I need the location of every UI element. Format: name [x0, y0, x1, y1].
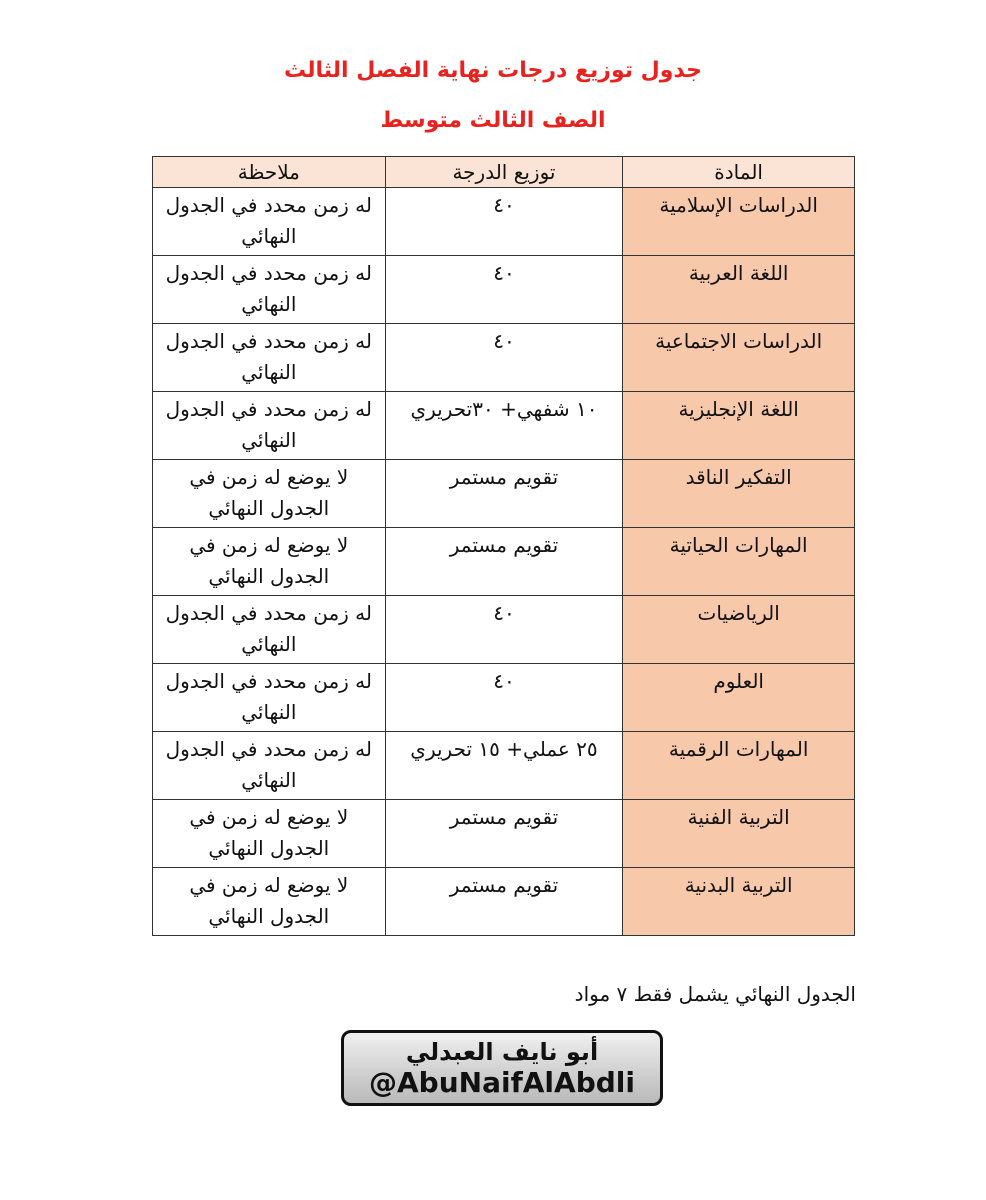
distribution-cell: تقويم مستمر	[385, 868, 623, 936]
note-cell: له زمن محدد في الجدول النهائي	[153, 732, 386, 800]
note-cell: له زمن محدد في الجدول النهائي	[153, 392, 386, 460]
distribution-cell: تقويم مستمر	[385, 800, 623, 868]
note-cell: لا يوضع له زمن في الجدول النهائي	[153, 460, 386, 528]
header-note: ملاحظة	[153, 157, 386, 188]
subject-cell: الدراسات الاجتماعية	[623, 324, 855, 392]
table-row	[153, 256, 855, 324]
header-distribution: توزيع الدرجة	[385, 157, 623, 188]
subject-cell: التربية الفنية	[623, 800, 855, 868]
table-row	[153, 596, 855, 664]
subject-cell: المهارات الرقمية	[623, 732, 855, 800]
header-subject: المادة	[623, 157, 855, 188]
page-title: جدول توزيع درجات نهاية الفصل الثالث	[284, 58, 702, 83]
note-cell: له زمن محدد في الجدول النهائي	[153, 324, 386, 392]
note-cell: له زمن محدد في الجدول النهائي	[153, 664, 386, 732]
subject-cell: الرياضيات	[623, 596, 855, 664]
table-row	[153, 460, 855, 528]
grades-table	[152, 156, 855, 936]
table-row	[153, 392, 855, 460]
footnote: الجدول النهائي يشمل فقط ٧ مواد	[574, 982, 856, 1006]
table-row	[153, 188, 855, 256]
note-cell: له زمن محدد في الجدول النهائي	[153, 256, 386, 324]
table-row	[153, 732, 855, 800]
subject-cell: العلوم	[623, 664, 855, 732]
table-row	[153, 868, 855, 936]
distribution-cell: ٤٠	[385, 664, 623, 732]
table-row	[153, 528, 855, 596]
note-cell: لا يوضع له زمن في الجدول النهائي	[153, 800, 386, 868]
distribution-cell: ٢٥ عملي+ ١٥ تحريري	[385, 732, 623, 800]
table-row	[153, 664, 855, 732]
subject-cell: اللغة العربية	[623, 256, 855, 324]
note-cell: له زمن محدد في الجدول النهائي	[153, 188, 386, 256]
subject-cell: الدراسات الإسلامية	[623, 188, 855, 256]
note-cell: لا يوضع له زمن في الجدول النهائي	[153, 528, 386, 596]
distribution-cell: تقويم مستمر	[385, 460, 623, 528]
distribution-cell: ٤٠	[385, 188, 623, 256]
table-row	[153, 800, 855, 868]
page-subtitle: الصف الثالث متوسط	[380, 108, 606, 133]
distribution-cell: ٤٠	[385, 256, 623, 324]
note-cell: له زمن محدد في الجدول النهائي	[153, 596, 386, 664]
subject-cell: اللغة الإنجليزية	[623, 392, 855, 460]
distribution-cell: ١٠ شفهي+ ٣٠تحريري	[385, 392, 623, 460]
author-handle: @AbuNaifAlAbdli	[369, 1066, 635, 1099]
table-row	[153, 324, 855, 392]
note-cell: لا يوضع له زمن في الجدول النهائي	[153, 868, 386, 936]
distribution-cell: ٤٠	[385, 596, 623, 664]
subject-cell: التفكير الناقد	[623, 460, 855, 528]
subject-cell: المهارات الحياتية	[623, 528, 855, 596]
distribution-cell: ٤٠	[385, 324, 623, 392]
author-name: أبو نايف العبدلي	[405, 1038, 599, 1066]
distribution-cell: تقويم مستمر	[385, 528, 623, 596]
table-header-row	[153, 157, 855, 188]
author-badge	[341, 1030, 663, 1106]
subject-cell: التربية البدنية	[623, 868, 855, 936]
